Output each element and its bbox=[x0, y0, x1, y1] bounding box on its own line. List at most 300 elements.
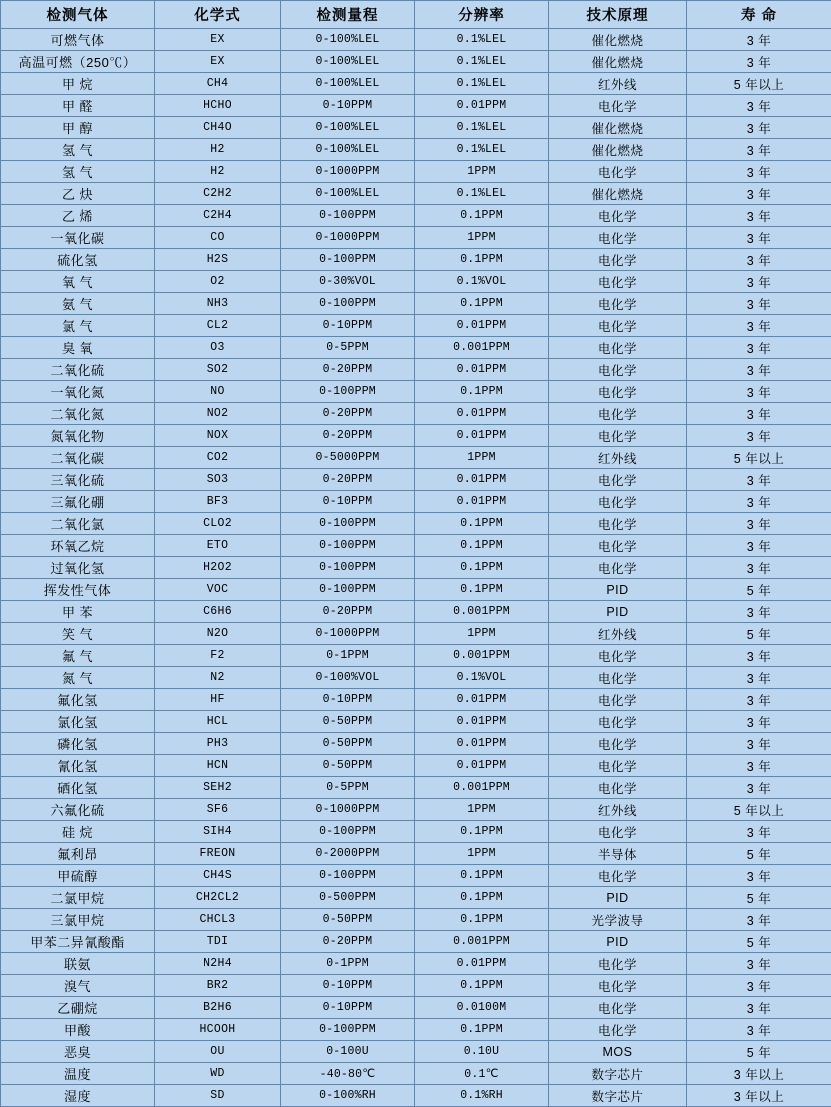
cell-gas-name: 硅 烷 bbox=[1, 821, 155, 843]
cell-detection-range: 0-100PPM bbox=[281, 293, 415, 315]
cell-technical-principle: 电化学 bbox=[549, 95, 687, 117]
cell-chemical-formula: NOX bbox=[155, 425, 281, 447]
cell-technical-principle: 电化学 bbox=[549, 645, 687, 667]
cell-gas-name: 三氟化硼 bbox=[1, 491, 155, 513]
cell-resolution: 0.01PPM bbox=[415, 425, 549, 447]
cell-lifetime: 3 年 bbox=[687, 491, 831, 513]
cell-technical-principle: 电化学 bbox=[549, 403, 687, 425]
cell-detection-range: 0-100%LEL bbox=[281, 139, 415, 161]
cell-gas-name: 氢 气 bbox=[1, 139, 155, 161]
cell-gas-name: 氟 气 bbox=[1, 645, 155, 667]
table-row bbox=[1, 73, 831, 95]
cell-gas-name: 氟利昂 bbox=[1, 843, 155, 865]
cell-chemical-formula: N2 bbox=[155, 667, 281, 689]
cell-gas-name: 过氧化氢 bbox=[1, 557, 155, 579]
cell-detection-range: 0-1000PPM bbox=[281, 227, 415, 249]
cell-detection-range: 0-10PPM bbox=[281, 95, 415, 117]
cell-resolution: 0.001PPM bbox=[415, 931, 549, 953]
cell-resolution: 0.1PPM bbox=[415, 513, 549, 535]
cell-gas-name: 一氧化碳 bbox=[1, 227, 155, 249]
cell-technical-principle: 电化学 bbox=[549, 249, 687, 271]
cell-lifetime: 5 年以上 bbox=[687, 799, 831, 821]
table-row bbox=[1, 1085, 831, 1107]
cell-technical-principle: PID bbox=[549, 931, 687, 953]
cell-detection-range: 0-20PPM bbox=[281, 601, 415, 623]
cell-chemical-formula: SO2 bbox=[155, 359, 281, 381]
cell-chemical-formula: EX bbox=[155, 29, 281, 51]
cell-chemical-formula: HCHO bbox=[155, 95, 281, 117]
cell-detection-range: 0-100PPM bbox=[281, 535, 415, 557]
cell-detection-range: 0-1000PPM bbox=[281, 799, 415, 821]
cell-chemical-formula: SO3 bbox=[155, 469, 281, 491]
table-row bbox=[1, 425, 831, 447]
cell-technical-principle: 电化学 bbox=[549, 997, 687, 1019]
cell-technical-principle: PID bbox=[549, 579, 687, 601]
table-header bbox=[1, 1, 831, 29]
cell-technical-principle: 电化学 bbox=[549, 755, 687, 777]
cell-lifetime: 3 年 bbox=[687, 337, 831, 359]
cell-resolution: 0.1PPM bbox=[415, 205, 549, 227]
column-header-principle: 技术原理 bbox=[549, 1, 687, 29]
cell-gas-name: 甲 烷 bbox=[1, 73, 155, 95]
cell-chemical-formula: HCN bbox=[155, 755, 281, 777]
cell-chemical-formula: C2H2 bbox=[155, 183, 281, 205]
cell-technical-principle: 电化学 bbox=[549, 975, 687, 997]
cell-chemical-formula: H2 bbox=[155, 161, 281, 183]
cell-resolution: 0.1PPM bbox=[415, 1019, 549, 1041]
cell-chemical-formula: SEH2 bbox=[155, 777, 281, 799]
cell-detection-range: 0-20PPM bbox=[281, 425, 415, 447]
cell-chemical-formula: CO2 bbox=[155, 447, 281, 469]
table-row bbox=[1, 843, 831, 865]
cell-detection-range: 0-50PPM bbox=[281, 733, 415, 755]
cell-chemical-formula: H2O2 bbox=[155, 557, 281, 579]
table-row bbox=[1, 557, 831, 579]
cell-gas-name: 恶臭 bbox=[1, 1041, 155, 1063]
table-row bbox=[1, 975, 831, 997]
cell-lifetime: 3 年 bbox=[687, 271, 831, 293]
cell-resolution: 0.001PPM bbox=[415, 601, 549, 623]
cell-gas-name: 氰化氢 bbox=[1, 755, 155, 777]
cell-detection-range: 0-20PPM bbox=[281, 359, 415, 381]
table-row bbox=[1, 601, 831, 623]
table-row bbox=[1, 579, 831, 601]
cell-lifetime: 3 年 bbox=[687, 909, 831, 931]
table-row bbox=[1, 645, 831, 667]
cell-chemical-formula: N2O bbox=[155, 623, 281, 645]
cell-technical-principle: PID bbox=[549, 601, 687, 623]
cell-lifetime: 3 年 bbox=[687, 425, 831, 447]
cell-resolution: 0.1%LEL bbox=[415, 73, 549, 95]
cell-gas-name: 三氯甲烷 bbox=[1, 909, 155, 931]
cell-technical-principle: 电化学 bbox=[549, 733, 687, 755]
cell-lifetime: 5 年 bbox=[687, 931, 831, 953]
table-row bbox=[1, 535, 831, 557]
cell-resolution: 0.10U bbox=[415, 1041, 549, 1063]
cell-chemical-formula: SIH4 bbox=[155, 821, 281, 843]
cell-detection-range: 0-100PPM bbox=[281, 513, 415, 535]
cell-technical-principle: 电化学 bbox=[549, 381, 687, 403]
cell-gas-name: 硫化氢 bbox=[1, 249, 155, 271]
table-row bbox=[1, 161, 831, 183]
cell-chemical-formula: CHCL3 bbox=[155, 909, 281, 931]
table-row bbox=[1, 821, 831, 843]
cell-lifetime: 3 年 bbox=[687, 359, 831, 381]
cell-detection-range: 0-30%VOL bbox=[281, 271, 415, 293]
cell-technical-principle: 催化燃烧 bbox=[549, 139, 687, 161]
cell-chemical-formula: CL2 bbox=[155, 315, 281, 337]
table-row bbox=[1, 799, 831, 821]
table-row bbox=[1, 623, 831, 645]
cell-resolution: 1PPM bbox=[415, 227, 549, 249]
cell-lifetime: 3 年以上 bbox=[687, 1085, 831, 1107]
cell-gas-name: 二氧化氯 bbox=[1, 513, 155, 535]
table-row bbox=[1, 403, 831, 425]
cell-detection-range: 0-100PPM bbox=[281, 249, 415, 271]
cell-chemical-formula: NO bbox=[155, 381, 281, 403]
cell-detection-range: 0-100PPM bbox=[281, 865, 415, 887]
cell-resolution: 1PPM bbox=[415, 161, 549, 183]
cell-detection-range: 0-20PPM bbox=[281, 403, 415, 425]
table-row bbox=[1, 755, 831, 777]
cell-detection-range: 0-5PPM bbox=[281, 777, 415, 799]
cell-detection-range: -40-80℃ bbox=[281, 1063, 415, 1085]
cell-chemical-formula: BF3 bbox=[155, 491, 281, 513]
cell-technical-principle: 电化学 bbox=[549, 161, 687, 183]
table-row bbox=[1, 447, 831, 469]
cell-detection-range: 0-100%RH bbox=[281, 1085, 415, 1107]
cell-resolution: 0.0100M bbox=[415, 997, 549, 1019]
cell-gas-name: 氯化氢 bbox=[1, 711, 155, 733]
cell-lifetime: 3 年 bbox=[687, 95, 831, 117]
cell-technical-principle: 红外线 bbox=[549, 447, 687, 469]
cell-chemical-formula: H2S bbox=[155, 249, 281, 271]
table-row bbox=[1, 777, 831, 799]
cell-chemical-formula: OU bbox=[155, 1041, 281, 1063]
table-row bbox=[1, 381, 831, 403]
cell-detection-range: 0-20PPM bbox=[281, 469, 415, 491]
cell-resolution: 0.01PPM bbox=[415, 469, 549, 491]
cell-technical-principle: 半导体 bbox=[549, 843, 687, 865]
cell-technical-principle: 电化学 bbox=[549, 557, 687, 579]
cell-chemical-formula: C6H6 bbox=[155, 601, 281, 623]
cell-resolution: 0.01PPM bbox=[415, 491, 549, 513]
cell-technical-principle: 电化学 bbox=[549, 821, 687, 843]
cell-resolution: 0.01PPM bbox=[415, 315, 549, 337]
cell-technical-principle: 数字芯片 bbox=[549, 1063, 687, 1085]
table-row bbox=[1, 865, 831, 887]
table-body bbox=[1, 29, 831, 1107]
cell-gas-name: 湿度 bbox=[1, 1085, 155, 1107]
cell-gas-name: 二氧化氮 bbox=[1, 403, 155, 425]
cell-lifetime: 3 年 bbox=[687, 865, 831, 887]
cell-resolution: 0.1PPM bbox=[415, 579, 549, 601]
cell-detection-range: 0-100%LEL bbox=[281, 73, 415, 95]
cell-lifetime: 5 年以上 bbox=[687, 73, 831, 95]
table-row bbox=[1, 315, 831, 337]
cell-lifetime: 3 年 bbox=[687, 711, 831, 733]
cell-detection-range: 0-10PPM bbox=[281, 975, 415, 997]
cell-gas-name: 氯 气 bbox=[1, 315, 155, 337]
cell-detection-range: 0-50PPM bbox=[281, 711, 415, 733]
cell-detection-range: 0-20PPM bbox=[281, 931, 415, 953]
cell-gas-name: 联氨 bbox=[1, 953, 155, 975]
table-row bbox=[1, 667, 831, 689]
table-row bbox=[1, 359, 831, 381]
cell-resolution: 0.1%LEL bbox=[415, 139, 549, 161]
cell-lifetime: 3 年 bbox=[687, 51, 831, 73]
cell-lifetime: 5 年以上 bbox=[687, 447, 831, 469]
cell-gas-name: 二氧化碳 bbox=[1, 447, 155, 469]
table-row bbox=[1, 491, 831, 513]
cell-detection-range: 0-100PPM bbox=[281, 381, 415, 403]
cell-detection-range: 0-50PPM bbox=[281, 755, 415, 777]
cell-gas-name: 乙硼烷 bbox=[1, 997, 155, 1019]
cell-detection-range: 0-2000PPM bbox=[281, 843, 415, 865]
cell-detection-range: 0-100PPM bbox=[281, 557, 415, 579]
cell-detection-range: 0-1PPM bbox=[281, 953, 415, 975]
column-header-resolution: 分辨率 bbox=[415, 1, 549, 29]
cell-chemical-formula: SD bbox=[155, 1085, 281, 1107]
cell-technical-principle: 电化学 bbox=[549, 953, 687, 975]
cell-technical-principle: 电化学 bbox=[549, 535, 687, 557]
cell-resolution: 1PPM bbox=[415, 843, 549, 865]
cell-detection-range: 0-10PPM bbox=[281, 491, 415, 513]
cell-technical-principle: 电化学 bbox=[549, 865, 687, 887]
cell-gas-name: 氢 气 bbox=[1, 161, 155, 183]
cell-resolution: 0.1%LEL bbox=[415, 51, 549, 73]
cell-lifetime: 3 年 bbox=[687, 161, 831, 183]
cell-gas-name: 氧 气 bbox=[1, 271, 155, 293]
table-header-row bbox=[1, 1, 831, 29]
cell-technical-principle: 电化学 bbox=[549, 359, 687, 381]
table-row bbox=[1, 931, 831, 953]
cell-resolution: 0.1PPM bbox=[415, 975, 549, 997]
cell-detection-range: 0-100%LEL bbox=[281, 183, 415, 205]
cell-lifetime: 5 年 bbox=[687, 887, 831, 909]
cell-lifetime: 3 年 bbox=[687, 997, 831, 1019]
cell-gas-name: 甲 苯 bbox=[1, 601, 155, 623]
cell-lifetime: 5 年 bbox=[687, 843, 831, 865]
table-row bbox=[1, 887, 831, 909]
cell-technical-principle: 电化学 bbox=[549, 777, 687, 799]
cell-lifetime: 3 年 bbox=[687, 953, 831, 975]
cell-gas-name: 可燃气体 bbox=[1, 29, 155, 51]
cell-resolution: 0.001PPM bbox=[415, 645, 549, 667]
column-header-range: 检测量程 bbox=[281, 1, 415, 29]
cell-gas-name: 挥发性气体 bbox=[1, 579, 155, 601]
cell-resolution: 0.1PPM bbox=[415, 909, 549, 931]
cell-detection-range: 0-1PPM bbox=[281, 645, 415, 667]
cell-technical-principle: 电化学 bbox=[549, 227, 687, 249]
cell-resolution: 0.1%VOL bbox=[415, 271, 549, 293]
cell-gas-name: 甲硫醇 bbox=[1, 865, 155, 887]
cell-gas-name: 乙 炔 bbox=[1, 183, 155, 205]
cell-technical-principle: 电化学 bbox=[549, 293, 687, 315]
cell-lifetime: 3 年 bbox=[687, 205, 831, 227]
cell-chemical-formula: F2 bbox=[155, 645, 281, 667]
cell-chemical-formula: H2 bbox=[155, 139, 281, 161]
cell-resolution: 1PPM bbox=[415, 799, 549, 821]
cell-lifetime: 3 年 bbox=[687, 29, 831, 51]
cell-technical-principle: 电化学 bbox=[549, 1019, 687, 1041]
cell-resolution: 0.01PPM bbox=[415, 359, 549, 381]
cell-technical-principle: 红外线 bbox=[549, 73, 687, 95]
cell-lifetime: 3 年 bbox=[687, 469, 831, 491]
cell-resolution: 0.1PPM bbox=[415, 381, 549, 403]
table-row bbox=[1, 1019, 831, 1041]
cell-detection-range: 0-100U bbox=[281, 1041, 415, 1063]
cell-lifetime: 3 年 bbox=[687, 777, 831, 799]
cell-resolution: 0.1PPM bbox=[415, 293, 549, 315]
cell-lifetime: 3 年 bbox=[687, 667, 831, 689]
cell-technical-principle: 电化学 bbox=[549, 469, 687, 491]
cell-gas-name: 乙 烯 bbox=[1, 205, 155, 227]
cell-detection-range: 0-100PPM bbox=[281, 821, 415, 843]
cell-technical-principle: 电化学 bbox=[549, 425, 687, 447]
cell-resolution: 0.01PPM bbox=[415, 95, 549, 117]
cell-gas-name: 环氧乙烷 bbox=[1, 535, 155, 557]
cell-lifetime: 5 年 bbox=[687, 579, 831, 601]
cell-detection-range: 0-5000PPM bbox=[281, 447, 415, 469]
cell-lifetime: 3 年 bbox=[687, 381, 831, 403]
cell-resolution: 0.01PPM bbox=[415, 953, 549, 975]
cell-detection-range: 0-10PPM bbox=[281, 997, 415, 1019]
column-header-gas: 检测气体 bbox=[1, 1, 155, 29]
cell-resolution: 0.1%LEL bbox=[415, 183, 549, 205]
cell-resolution: 0.1PPM bbox=[415, 249, 549, 271]
cell-gas-name: 甲苯二异氰酸酯 bbox=[1, 931, 155, 953]
cell-gas-name: 溴气 bbox=[1, 975, 155, 997]
cell-detection-range: 0-500PPM bbox=[281, 887, 415, 909]
table-row bbox=[1, 139, 831, 161]
column-header-lifetime: 寿 命 bbox=[687, 1, 831, 29]
cell-lifetime: 3 年 bbox=[687, 227, 831, 249]
cell-technical-principle: 电化学 bbox=[549, 271, 687, 293]
cell-lifetime: 3 年 bbox=[687, 975, 831, 997]
cell-resolution: 0.1PPM bbox=[415, 887, 549, 909]
cell-lifetime: 3 年 bbox=[687, 755, 831, 777]
cell-lifetime: 3 年 bbox=[687, 535, 831, 557]
cell-gas-name: 二氯甲烷 bbox=[1, 887, 155, 909]
cell-lifetime: 5 年 bbox=[687, 623, 831, 645]
table-row bbox=[1, 95, 831, 117]
cell-technical-principle: MOS bbox=[549, 1041, 687, 1063]
cell-technical-principle: 电化学 bbox=[549, 491, 687, 513]
cell-resolution: 0.01PPM bbox=[415, 711, 549, 733]
table-row bbox=[1, 271, 831, 293]
table-row bbox=[1, 293, 831, 315]
cell-chemical-formula: WD bbox=[155, 1063, 281, 1085]
cell-lifetime: 3 年 bbox=[687, 645, 831, 667]
cell-gas-name: 甲 醛 bbox=[1, 95, 155, 117]
cell-chemical-formula: HF bbox=[155, 689, 281, 711]
table-row bbox=[1, 733, 831, 755]
cell-resolution: 0.001PPM bbox=[415, 337, 549, 359]
cell-chemical-formula: CH4 bbox=[155, 73, 281, 95]
cell-lifetime: 3 年 bbox=[687, 183, 831, 205]
cell-technical-principle: 红外线 bbox=[549, 799, 687, 821]
cell-technical-principle: 电化学 bbox=[549, 315, 687, 337]
cell-detection-range: 0-100PPM bbox=[281, 1019, 415, 1041]
cell-technical-principle: 电化学 bbox=[549, 205, 687, 227]
cell-resolution: 0.1PPM bbox=[415, 865, 549, 887]
cell-chemical-formula: N2H4 bbox=[155, 953, 281, 975]
cell-lifetime: 3 年 bbox=[687, 557, 831, 579]
cell-technical-principle: 电化学 bbox=[549, 689, 687, 711]
cell-chemical-formula: CO bbox=[155, 227, 281, 249]
cell-resolution: 1PPM bbox=[415, 447, 549, 469]
table-row bbox=[1, 337, 831, 359]
cell-gas-name: 笑 气 bbox=[1, 623, 155, 645]
table-row bbox=[1, 513, 831, 535]
cell-technical-principle: 电化学 bbox=[549, 711, 687, 733]
cell-resolution: 0.01PPM bbox=[415, 689, 549, 711]
cell-detection-range: 0-50PPM bbox=[281, 909, 415, 931]
cell-technical-principle: 电化学 bbox=[549, 337, 687, 359]
cell-chemical-formula: CH4O bbox=[155, 117, 281, 139]
cell-chemical-formula: C2H4 bbox=[155, 205, 281, 227]
table-row bbox=[1, 909, 831, 931]
cell-resolution: 0.1PPM bbox=[415, 535, 549, 557]
cell-resolution: 0.1PPM bbox=[415, 557, 549, 579]
table-row bbox=[1, 953, 831, 975]
cell-resolution: 0.1%VOL bbox=[415, 667, 549, 689]
cell-gas-name: 氟化氢 bbox=[1, 689, 155, 711]
cell-technical-principle: 催化燃烧 bbox=[549, 117, 687, 139]
cell-technical-principle: 电化学 bbox=[549, 667, 687, 689]
table-row bbox=[1, 1063, 831, 1085]
cell-detection-range: 0-10PPM bbox=[281, 689, 415, 711]
cell-chemical-formula: O3 bbox=[155, 337, 281, 359]
cell-gas-name: 甲 醇 bbox=[1, 117, 155, 139]
cell-lifetime: 3 年 bbox=[687, 601, 831, 623]
table-row bbox=[1, 183, 831, 205]
cell-resolution: 0.01PPM bbox=[415, 403, 549, 425]
cell-resolution: 0.001PPM bbox=[415, 777, 549, 799]
cell-chemical-formula: SF6 bbox=[155, 799, 281, 821]
cell-chemical-formula: B2H6 bbox=[155, 997, 281, 1019]
cell-lifetime: 3 年 bbox=[687, 403, 831, 425]
cell-technical-principle: 红外线 bbox=[549, 623, 687, 645]
cell-gas-name: 三氧化硫 bbox=[1, 469, 155, 491]
cell-chemical-formula: CH4S bbox=[155, 865, 281, 887]
cell-chemical-formula: CLO2 bbox=[155, 513, 281, 535]
cell-gas-name: 温度 bbox=[1, 1063, 155, 1085]
cell-lifetime: 3 年 bbox=[687, 139, 831, 161]
cell-lifetime: 3 年 bbox=[687, 689, 831, 711]
cell-lifetime: 3 年 bbox=[687, 513, 831, 535]
table-row bbox=[1, 205, 831, 227]
cell-gas-name: 氮 气 bbox=[1, 667, 155, 689]
cell-lifetime: 3 年 bbox=[687, 1019, 831, 1041]
table-row bbox=[1, 997, 831, 1019]
cell-detection-range: 0-1000PPM bbox=[281, 161, 415, 183]
cell-gas-name: 臭 氧 bbox=[1, 337, 155, 359]
cell-detection-range: 0-100%LEL bbox=[281, 29, 415, 51]
table-row bbox=[1, 689, 831, 711]
cell-gas-name: 六氟化硫 bbox=[1, 799, 155, 821]
cell-detection-range: 0-5PPM bbox=[281, 337, 415, 359]
cell-detection-range: 0-100%VOL bbox=[281, 667, 415, 689]
cell-lifetime: 3 年 bbox=[687, 315, 831, 337]
cell-lifetime: 3 年 bbox=[687, 249, 831, 271]
cell-detection-range: 0-10PPM bbox=[281, 315, 415, 337]
cell-detection-range: 0-100%LEL bbox=[281, 51, 415, 73]
cell-chemical-formula: BR2 bbox=[155, 975, 281, 997]
cell-gas-name: 氨 气 bbox=[1, 293, 155, 315]
table-row bbox=[1, 117, 831, 139]
